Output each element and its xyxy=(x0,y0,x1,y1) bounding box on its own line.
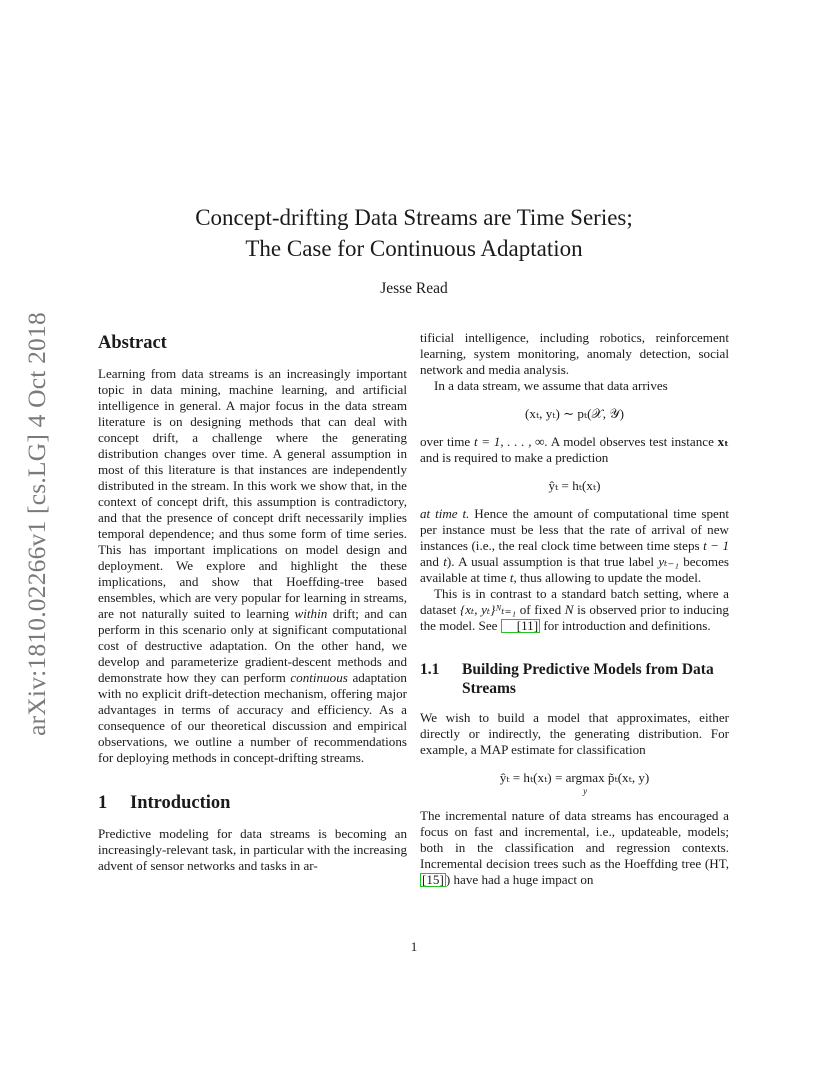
citation-link[interactable]: [15] xyxy=(422,872,444,887)
abstract-heading: Abstract xyxy=(98,333,167,353)
test-instance-paragraph: over time t = 1, . . . , ∞. A model observes test instance xₜ and is required to make a prediction xyxy=(420,434,730,465)
section-number: 1 xyxy=(98,793,108,813)
continued-paragraph: tificial intelligence, including robotics, reinforcement learning, system monitoring, anomaly detection, social network and media analysis. xyxy=(420,330,729,377)
time-constraint-paragraph: at time t. Hence the amount of computational time spent per instance must be less that the rate of arrival of new instances (i.e., the real clock time between time steps t − 1 and t). A usual assumption is that true label yₜ₋₁ becomes available at time t, thus allowing to update the model. xyxy=(420,506,730,585)
stream-definition-paragraph: In a data stream, we assume that data arrives xyxy=(434,378,668,393)
page-number: 1 xyxy=(410,939,418,954)
title-line-1: Concept-drifting Data Streams are Time Series; xyxy=(195,205,633,230)
subsection-number: 1.1 xyxy=(420,661,440,678)
equation-map-estimate: ŷₜ = hₜ(xₜ) = argmax y p̃ₜ(xₜ, y) xyxy=(499,770,650,796)
model-approximation-paragraph: We wish to build a model that approximates, either directly or indirectly, the generating distribution. For example, a MAP estimate for classification xyxy=(420,710,729,757)
subsection-heading: 1.1 Building Predictive Models from Data Streams xyxy=(420,661,714,697)
abstract-text: Learning from data streams is an increasingly important topic in data mining, machine learning, and artificial intelligence in general. A major focus in the data stream literature is on designing methods that can deal with concept drift, a challenge where the generating distribution changes over time. A general assumption in most of this literature is that instances are independently distributed in the stream. In this work we show that, in the context of concept drift, this assumption is contradictory, and that the presence of concept drift necessarily implies temporal dependence; and thus some form of time series. This has important implications on model design and deployment. We explore and highlight the these implications, and show that Hoeffding-tree based ensembles, which are very popular for learning in streams, are not naturally suited to learning within drift; and can perform in this scenario only at significant computational cost of destructive adaptation. On the other hand, we develop and parameterize gradient-descent methods and demonstrate how they can perform continuous adaptation with no explicit drift-detection mechanism, offering major advantages in terms of accuracy and efficiency. As a consequence of our theoretical discussion and empirical observations, we outline a number of recommendations for deploying methods in concept-drifting streams. xyxy=(98,366,407,765)
introduction-heading: 1 Introduction xyxy=(98,793,231,813)
left-column xyxy=(98,330,407,874)
incremental-models-paragraph: The incremental nature of data streams has encouraged a focus on fast and incremental, i.e., updateable, models; both in the classification and regression contexts. Incremental decision trees such as the Hoeffding tree (HT, [15] ) have had a huge impact on xyxy=(420,808,729,887)
introduction-paragraph: Predictive modeling for data streams is becoming an increasingly-relevant task, in particular with the increasing advent of sensor networks and tasks in ar- xyxy=(98,826,407,873)
argmax-operator: argmax y xyxy=(565,770,605,796)
citation-link[interactable]: [11] xyxy=(501,619,540,633)
arxiv-identifier: arXiv:1810.02266v1 [cs.LG] 4 Oct 2018 xyxy=(22,312,51,736)
equation-prediction: ŷₜ = hₜ(xₜ) xyxy=(548,478,601,493)
author: Jesse Read xyxy=(380,280,448,297)
equation-distribution: (xₜ, yₜ) ∼ pₜ(𝒳, 𝒴) xyxy=(525,406,624,421)
right-column xyxy=(420,330,729,888)
batch-setting-paragraph: This is in contrast to a standard batch setting, where a dataset {xₜ, yₜ}ᴺₜ₌₁ of fixed N is observed prior to inducing the model. See [11] for introduction and definitions. xyxy=(420,586,729,633)
title-line-2: The Case for Continuous Adaptation xyxy=(245,236,583,261)
paper-title xyxy=(98,202,730,264)
